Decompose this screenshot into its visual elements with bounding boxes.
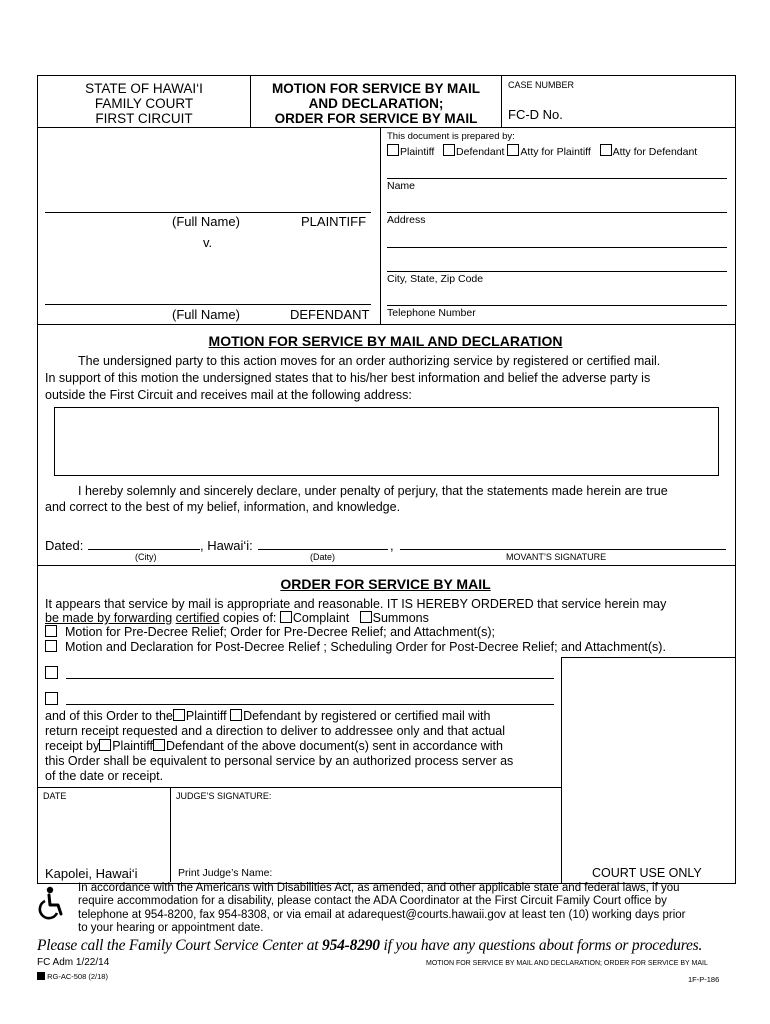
order-postdecree-row <box>45 640 666 654</box>
plaintiff-full-name-caption: (Full Name) <box>172 214 240 229</box>
ada-notice <box>78 882 685 935</box>
phone-line[interactable] <box>387 305 727 306</box>
postdecree-label: Motion and Declaration for Post-Decree Relief ; Scheduling Order for Post-Decree Relief; and Attachment(s). <box>64 640 666 654</box>
atty-plaintiff-checkbox[interactable] <box>507 144 519 156</box>
footer-form-code: 1F-P-186 <box>688 975 720 984</box>
receipt-defendant-label: Defendant of the above document(s) sent in accordance with <box>165 739 503 753</box>
defendant-name-line[interactable] <box>45 304 371 305</box>
other-document-line-1[interactable] <box>66 678 554 679</box>
order-predecree-row <box>45 625 495 639</box>
form-id: FC Adm 1/22/14 <box>37 957 110 968</box>
rg-barcode-icon <box>37 972 45 980</box>
case-number-prefix: FC-D No. <box>508 107 563 122</box>
court-family: FAMILY COURT <box>94 96 194 111</box>
ada-line-1: In accordance with the Americans with Disabilities Act, as amended, and other applicable state and federal laws, if you <box>78 882 680 894</box>
order-line-1: It appears that service by mail is appropriate and reasonable. IT IS HEREBY ORDERED that service herein may <box>45 597 667 611</box>
order-copies-of-text: copies of: <box>222 611 277 625</box>
order-date-label: DATE <box>43 791 67 801</box>
phone-label: Telephone Number <box>387 307 476 319</box>
rg-code: RG-AC-508 (2/18) <box>47 972 108 981</box>
court-name-block <box>40 81 248 126</box>
header-divider-2 <box>501 75 502 127</box>
date-comma: , <box>390 538 394 553</box>
order-to-row <box>45 709 490 723</box>
court-circuit: FIRST CIRCUIT <box>95 111 193 126</box>
summons-label: Summons <box>372 611 429 625</box>
ada-line-2: require accommodation for a disability, please contact the ADA Coordinator at the First Circuit Family Court office by <box>78 895 667 908</box>
order-to-text: and of this Order to the <box>45 709 173 723</box>
city-caption: (City) <box>135 552 157 562</box>
wheelchair-icon <box>36 886 66 920</box>
prepared-by-label: This document is prepared by: <box>387 131 515 142</box>
order-return-receipt-line: return receipt requested and a direction to deliver to addressee only and that actual <box>45 724 506 738</box>
preparer-option-atty-plaintiff: Atty for Plaintiff <box>520 146 591 158</box>
preparer-option-defendant: Defendant <box>456 146 505 158</box>
versus-label: v. <box>203 235 213 250</box>
ada-line-3: telephone at 954-8200, fax 954-8308, or via email at adarequest@courts.hawaii.gov at least ten (10) working days prior <box>78 908 686 921</box>
court-state: STATE OF HAWAI‘I <box>85 81 203 96</box>
order-line-2 <box>45 611 429 625</box>
plaintiff-checkbox[interactable] <box>387 144 399 156</box>
other-document-checkbox-2[interactable] <box>45 692 58 705</box>
order-to-defendant-checkbox[interactable] <box>230 709 242 721</box>
motion-bottom-rule <box>37 565 735 566</box>
footer-form-title: MOTION FOR SERVICE BY MAIL AND DECLARATION; ORDER FOR SERVICE BY MAIL <box>426 960 708 967</box>
movant-signature-line[interactable] <box>400 549 726 550</box>
address-line-1[interactable] <box>387 212 727 213</box>
plaintiff-label: PLAINTIFF <box>301 214 367 229</box>
name-line[interactable] <box>387 178 727 179</box>
document-title <box>252 81 500 126</box>
judge-signature-label: JUDGE’S SIGNATURE: <box>176 791 272 801</box>
preparer-option-atty-defendant: Atty for Defendant <box>612 146 698 158</box>
declaration-line-1: I hereby solemnly and sincerely declare, under penalty of perjury, that the statements made herein are true <box>78 484 668 498</box>
address-line-2[interactable] <box>387 247 727 248</box>
hawaii-label: , Hawai‘i: <box>200 538 253 553</box>
court-use-box <box>561 657 735 883</box>
order-equivalent-line: this Order shall be equivalent to personal service by an authorized process server as <box>45 754 514 768</box>
order-to-plaintiff-checkbox[interactable] <box>173 709 185 721</box>
title-line-3: ORDER FOR SERVICE BY MAIL <box>274 111 478 126</box>
other-document-checkbox-1[interactable] <box>45 666 58 679</box>
motion-para-line-1: The undersigned party to this action moves for an order authorizing service by registered or certified mail. <box>78 354 661 368</box>
receipt-defendant-checkbox[interactable] <box>153 739 165 751</box>
city-label: City, State, Zip Code <box>387 273 484 285</box>
order-receipt-row <box>45 739 503 753</box>
service-center-text-a: Please call the Family Court Service Center at <box>37 937 323 954</box>
service-center-notice <box>37 937 702 955</box>
other-document-line-2[interactable] <box>66 704 554 705</box>
receipt-by-text: receipt by <box>45 739 100 753</box>
receipt-plaintiff-label: Plaintiff <box>112 739 153 753</box>
defendant-full-name-caption: (Full Name) <box>172 307 240 322</box>
order-forwarding-text: be made by forwarding <box>45 611 173 625</box>
receipt-plaintiff-checkbox[interactable] <box>99 739 111 751</box>
dated-label: Dated: <box>45 538 84 553</box>
print-judge-name-label: Print Judge’s Name: <box>178 867 273 879</box>
plaintiff-name-line[interactable] <box>45 212 371 213</box>
complaint-checkbox[interactable] <box>280 611 292 623</box>
motion-para-line-3: outside the First Circuit and receives mail at the following address: <box>45 388 412 402</box>
title-line-2: AND DECLARATION; <box>308 96 444 111</box>
complaint-label: Complaint <box>292 611 350 625</box>
parties-divider <box>380 127 381 324</box>
service-center-text-b: if you have any questions about forms or procedures. <box>379 937 703 954</box>
preparer-options <box>387 144 697 158</box>
predecree-checkbox[interactable] <box>45 625 57 637</box>
header-divider-1 <box>250 75 251 127</box>
rg-code-row <box>37 972 108 981</box>
defendant-checkbox[interactable] <box>443 144 455 156</box>
atty-defendant-checkbox[interactable] <box>600 144 612 156</box>
summons-checkbox[interactable] <box>360 611 372 623</box>
declaration-line-2: and correct to the best of my belief, information, and knowledge. <box>45 500 401 514</box>
ada-line-4: to your hearing or appointment date. <box>78 921 264 934</box>
judge-signature-field[interactable] <box>172 802 558 862</box>
order-date-receipt-line: of the date or receipt. <box>45 769 164 783</box>
court-use-only-label: COURT USE ONLY <box>592 866 702 880</box>
date-signature-divider <box>170 787 171 882</box>
parties-bottom-rule <box>37 324 735 325</box>
title-line-1: MOTION FOR SERVICE BY MAIL <box>271 81 481 96</box>
motion-heading: MOTION FOR SERVICE BY MAIL AND DECLARATION <box>208 333 563 349</box>
preparer-option-plaintiff: Plaintiff <box>400 146 435 158</box>
dated-city-line[interactable] <box>88 549 200 550</box>
signature-row-top-rule <box>37 787 561 788</box>
dated-date-line[interactable] <box>258 549 388 550</box>
adverse-party-address-box[interactable] <box>54 407 719 476</box>
order-heading: ORDER FOR SERVICE BY MAIL <box>280 576 491 592</box>
city-line[interactable] <box>387 271 727 272</box>
name-label: Name <box>387 180 416 192</box>
order-to-plaintiff-label: Plaintiff <box>185 709 227 723</box>
order-to-defendant-label: Defendant by registered or certified mail with <box>243 709 491 723</box>
case-number-label: CASE NUMBER <box>508 80 575 90</box>
date-caption: (Date) <box>310 552 336 562</box>
postdecree-checkbox[interactable] <box>45 640 57 652</box>
defendant-label: DEFENDANT <box>290 307 370 322</box>
address-label: Address <box>387 214 426 226</box>
motion-para-line-2: In support of this motion the undersigned states that to his/her best information and belief the adverse party is <box>45 371 651 385</box>
place-label: Kapolei, Hawai‘i <box>45 866 138 881</box>
order-certified-text: certified <box>175 611 220 625</box>
header-bottom-rule <box>37 127 735 128</box>
predecree-label: Motion for Pre-Decree Relief; Order for Pre-Decree Relief; and Attachment(s); <box>64 625 495 639</box>
service-center-number: 954-8290 <box>322 937 380 954</box>
movant-signature-caption: MOVANT’S SIGNATURE <box>506 552 607 562</box>
case-number-field[interactable] <box>565 104 730 122</box>
